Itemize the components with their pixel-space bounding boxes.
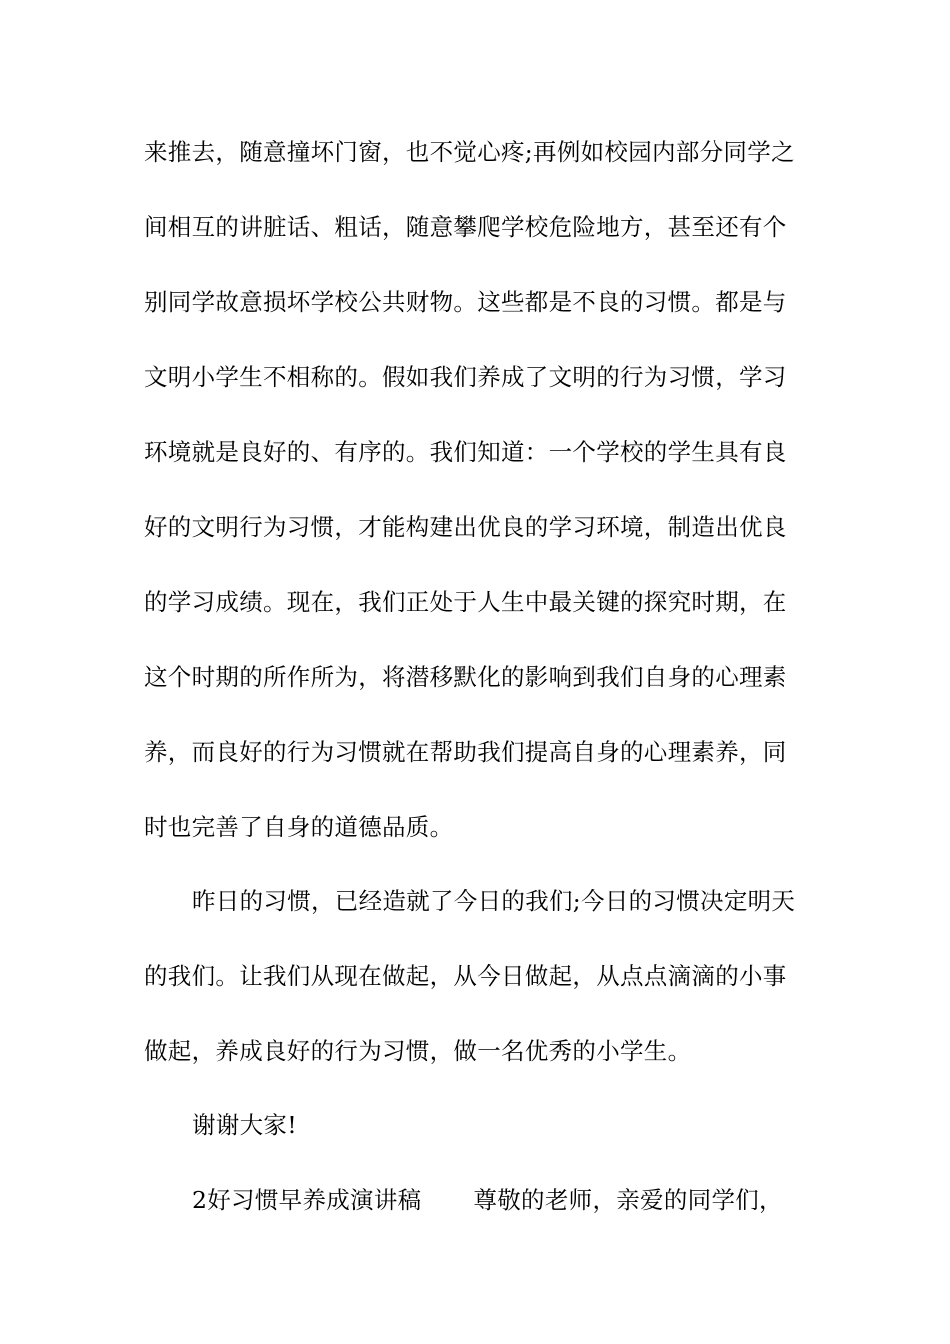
paragraph-1-line-5: 环境就是良好的、有序的。我们知道：一个学校的学生具有良 — [144, 438, 787, 466]
paragraph-1-line-8: 这个时期的所作所为，将潜移默化的影响到我们自身的心理素 — [144, 663, 787, 691]
paragraph-1-line-6: 好的文明行为习惯，才能构建出优良的学习环境，制造出优良 — [144, 513, 787, 541]
section-salutation: 尊敬的老师，亲爱的同学们， — [473, 1186, 783, 1214]
paragraph-1-line-3: 别同学故意损坏学校公共财物。这些都是不良的习惯。都是与 — [144, 288, 787, 316]
paragraph-2-line-2: 的我们。让我们从现在做起，从今日做起，从点点滴滴的小事 — [144, 962, 787, 990]
paragraph-2-line-1: 昨日的习惯，已经造就了今日的我们;今日的习惯决定明天 — [192, 887, 796, 915]
paragraph-1-line-7: 的学习成绩。现在，我们正处于人生中最关键的探究时期，在 — [144, 588, 787, 616]
paragraph-1-line-9: 养，而良好的行为习惯就在帮助我们提高自身的心理素养，同 — [144, 738, 787, 766]
closing-line: 谢谢大家! — [192, 1111, 297, 1139]
paragraph-2-line-3: 做起，养成良好的行为习惯，做一名优秀的小学生。 — [144, 1037, 692, 1065]
paragraph-1-line-10: 时也完善了自身的道德品质。 — [144, 813, 454, 841]
section-title: 2好习惯早养成演讲稿 — [192, 1186, 422, 1214]
paragraph-1-line-1: 来推去，随意撞坏门窗，也不觉心疼;再例如校园内部分同学之 — [144, 138, 795, 166]
paragraph-1-line-2: 间相互的讲脏话、粗话，随意攀爬学校危险地方，甚至还有个 — [144, 213, 787, 241]
paragraph-1-line-4: 文明小学生不相称的。假如我们养成了文明的行为习惯，学习 — [144, 363, 787, 391]
next-section-heading — [192, 1185, 862, 1215]
